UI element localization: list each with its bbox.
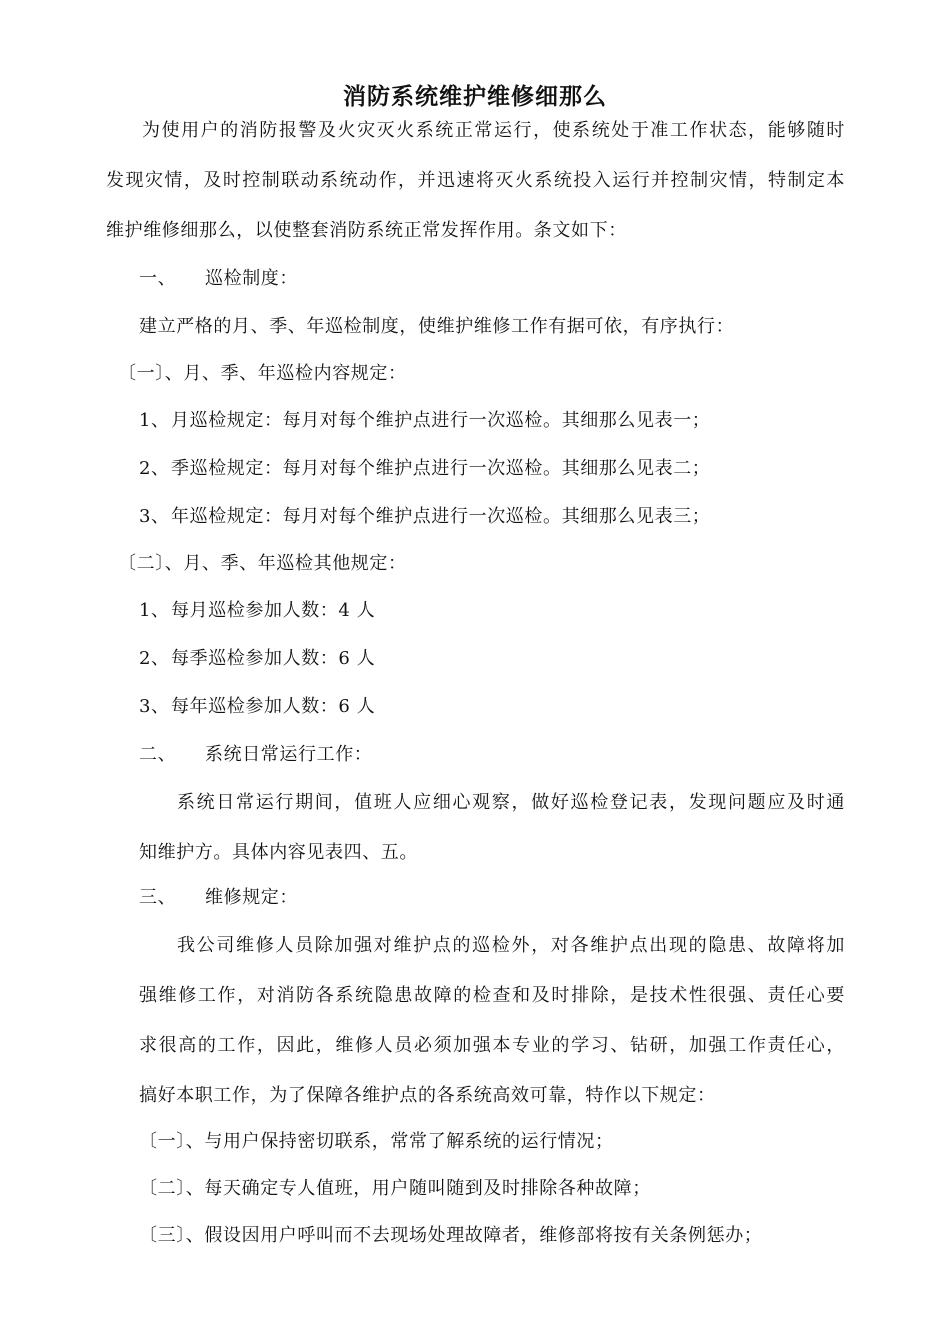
section-2-heading bbox=[139, 740, 372, 770]
list-item-text: 月巡检规定：每月对每个维护点进行一次巡检。其细那么见表一； bbox=[171, 410, 711, 431]
list-item-number: 2、 bbox=[139, 458, 170, 479]
list-item-number: 1、 bbox=[139, 600, 170, 621]
intro-line-1: 为使用户的消防报警及火灾灭火系统正常运行，使系统处于准工作状态，能够随时 bbox=[142, 120, 845, 141]
section-3-body-line-1: 我公司维修人员除加强对维护点的巡检外，对各维护点出现的隐患、故障将加 bbox=[177, 935, 845, 956]
list-item-text: 年巡检规定：每月对每个维护点进行一次巡检。其细那么见表三； bbox=[171, 506, 711, 527]
section-1-sub-2-heading: 〔二〕、月、季、年巡检其他规定： bbox=[118, 553, 407, 574]
list-item bbox=[139, 502, 710, 532]
intro-line-3: 维护维修细那么，以使整套消防系统正常发挥作用。条文如下： bbox=[106, 220, 627, 241]
section-1-title: 巡检制度： bbox=[205, 268, 298, 289]
list-item bbox=[139, 596, 375, 626]
list-item-text: 每季巡检参加人数：6 人 bbox=[171, 648, 376, 669]
list-item-text: 每月巡检参加人数：4 人 bbox=[171, 600, 376, 621]
document-title: 消防系统维护维修细那么 bbox=[343, 84, 607, 110]
section-3-body-line-4: 搞好本职工作，为了保障各维护点的各系统高效可靠，特作以下规定： bbox=[139, 1085, 716, 1106]
section-3-body-line-3: 求很高的工作，因此，维修人员必须加强本专业的学习、钻研，加强工作责任心， bbox=[139, 1035, 845, 1056]
section-1-number: 一、 bbox=[139, 268, 177, 289]
section-2-body-line-2: 知维护方。具体内容见表四、五。 bbox=[139, 842, 418, 863]
section-1-heading bbox=[139, 264, 298, 294]
list-item-text: 每年巡检参加人数：6 人 bbox=[171, 696, 376, 717]
section-2-title: 系统日常运行工作： bbox=[205, 744, 373, 765]
section-1-body: 建立严格的月、季、年巡检制度，使维护维修工作有据可依，有序执行： bbox=[139, 316, 735, 337]
section-2-body-line-1: 系统日常运行期间，值班人应细心观察，做好巡检登记表，发现问题应及时通 bbox=[177, 792, 845, 813]
section-3-number: 三、 bbox=[139, 887, 177, 908]
list-item-text: 季巡检规定：每月对每个维护点进行一次巡检。其细那么见表二； bbox=[171, 458, 711, 479]
section-3-item: 〔二〕、每天确定专人值班，用户随叫随到及时排除各种故障； bbox=[139, 1178, 651, 1199]
list-item-number: 2、 bbox=[139, 648, 170, 669]
section-3-item: 〔三〕、假设因用户呼叫而不去现场处理故障者，维修部将按有关条例惩办； bbox=[139, 1225, 763, 1246]
section-3-title: 维修规定： bbox=[205, 887, 298, 908]
intro-line-2: 发现灾情，及时控制联动系统动作，并迅速将灭火系统投入运行并控制灾情，特制定本 bbox=[106, 170, 845, 191]
list-item-number: 1、 bbox=[139, 410, 170, 431]
list-item bbox=[139, 692, 375, 722]
section-3-heading bbox=[139, 883, 298, 913]
list-item-number: 3、 bbox=[139, 506, 170, 527]
section-2-number: 二、 bbox=[139, 744, 177, 765]
section-1-sub-1-heading: 〔一〕、月、季、年巡检内容规定： bbox=[118, 363, 407, 384]
section-3-body-line-2: 强维修工作，对消防各系统隐患故障的检查和及时排除，是技术性很强、责任心要 bbox=[139, 985, 845, 1006]
list-item bbox=[139, 454, 710, 484]
list-item bbox=[139, 644, 375, 674]
section-3-item: 〔一〕、与用户保持密切联系，常常了解系统的运行情况； bbox=[139, 1131, 614, 1152]
list-item-number: 3、 bbox=[139, 696, 170, 717]
list-item bbox=[139, 406, 710, 436]
